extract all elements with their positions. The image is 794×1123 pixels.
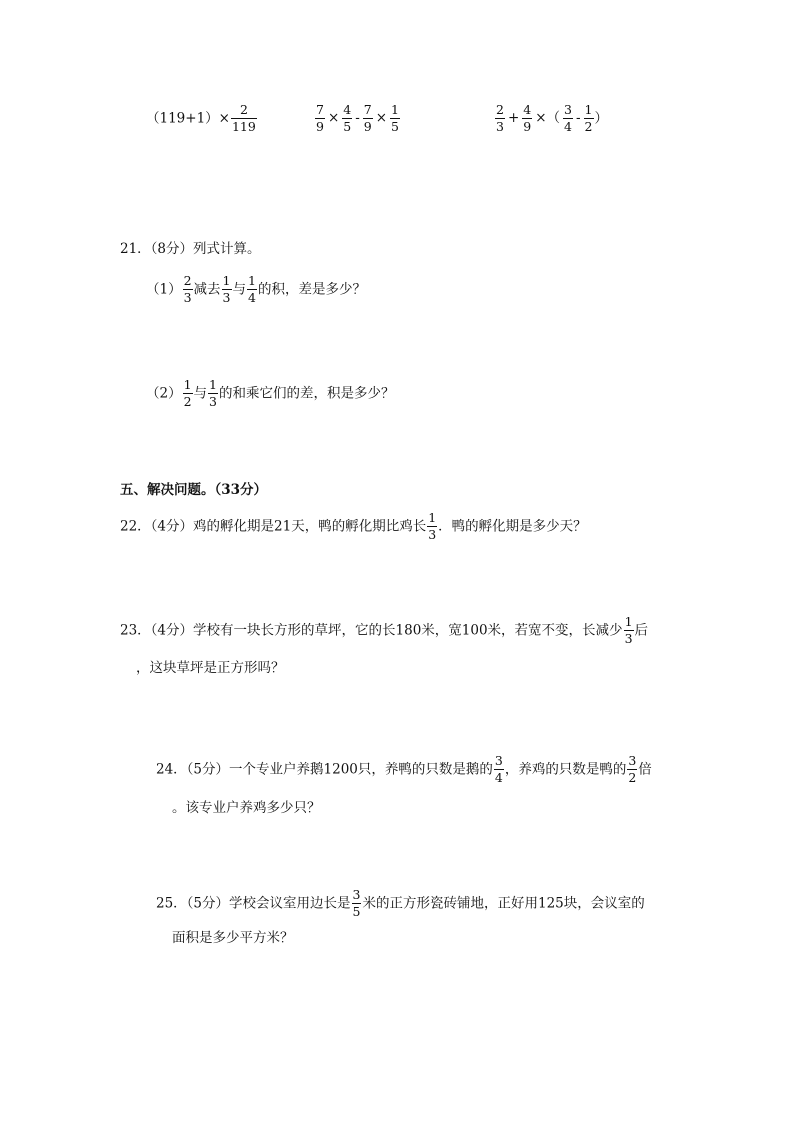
question-21-part-2: （2） $\frac{1}{2}$ 与 $\frac{1}{3}$ 的和乘它们的差，积是多少？ (146, 377, 395, 410)
operator: - (575, 110, 581, 127)
fraction: $\frac{3}{2}$ (628, 753, 637, 786)
operator: × (375, 110, 388, 127)
fraction: $\frac{3}{4}$ (564, 102, 572, 135)
fraction: $\frac{4}{5}$ (343, 102, 352, 135)
fraction: $\frac{1}{5}$ (391, 102, 399, 135)
expression-1 (146, 103, 258, 135)
expression-1-prefix: （119+1）× (146, 110, 230, 127)
expression-3 (494, 103, 608, 135)
question-25-line-2: 面积是多少平方米？ (172, 930, 294, 946)
operator: ×（ (535, 110, 561, 127)
fraction: $\frac{7}{9}$ (316, 102, 324, 135)
question-25-line-1: 25．（5分）学校会议室用边长是 $\frac{3}{5}$ 米的正方形瓷砖铺地，正好用125块，会议室的 (156, 887, 645, 920)
question-21-title: 21．（8分）列式计算。 (120, 241, 261, 257)
expression-2 (314, 103, 401, 135)
fraction: $\frac{1}{2}$ (584, 102, 593, 135)
fraction: $\frac{1}{3}$ (222, 273, 231, 306)
section-5-title: 五、解决问题。（33分） (120, 482, 268, 498)
question-21-part-1: （1） $\frac{2}{3}$ 减去 $\frac{1}{3}$ 与 $\frac{1}{4}$ 的积，差是多少？ (146, 273, 366, 306)
operator: + (507, 110, 520, 127)
fraction: $\frac{1}{2}$ (183, 377, 192, 410)
fraction: $\frac{7}{9}$ (363, 102, 372, 135)
fraction: $\frac{2}{119}$ (231, 102, 256, 135)
fraction: $\frac{4}{9}$ (523, 102, 532, 135)
question-24-line-1: 24．（5分）一个专业户养鹅1200只，养鸭的只数是鹅的 $\frac{3}{4}$ ，养鸡的只数是鸭的 $\frac{3}{2}$ 倍 (156, 753, 652, 786)
fraction: $\frac{1}{3}$ (624, 614, 633, 647)
fraction: $\frac{3}{4}$ (494, 753, 503, 786)
question-23-line-2: ，这块草坪是正方形吗？ (136, 660, 285, 676)
fraction: $\frac{1}{3}$ (209, 377, 217, 410)
fraction: $\frac{1}{3}$ (428, 510, 437, 543)
operator: - (355, 110, 360, 127)
fraction: $\frac{3}{5}$ (352, 887, 361, 920)
fraction: $\frac{1}{4}$ (248, 273, 256, 306)
paren-close: ） (594, 110, 608, 127)
fraction: $\frac{2}{3}$ (496, 102, 504, 135)
question-22: 22．（4分）鸡的孵化期是21天，鸭的孵化期比鸡长 $\frac{1}{3}$ ．鸭的孵化期是多少天？ (120, 510, 587, 543)
fraction: $\frac{2}{3}$ (183, 273, 192, 306)
question-24-line-2: 。该专业户养鸡多少只？ (172, 800, 321, 816)
question-23-line-1: 23．（4分）学校有一块长方形的草坪，它的长180米，宽100米，若宽不变，长减少 $\frac{1}{3}$ 后 (120, 614, 649, 647)
operator: × (327, 110, 340, 127)
